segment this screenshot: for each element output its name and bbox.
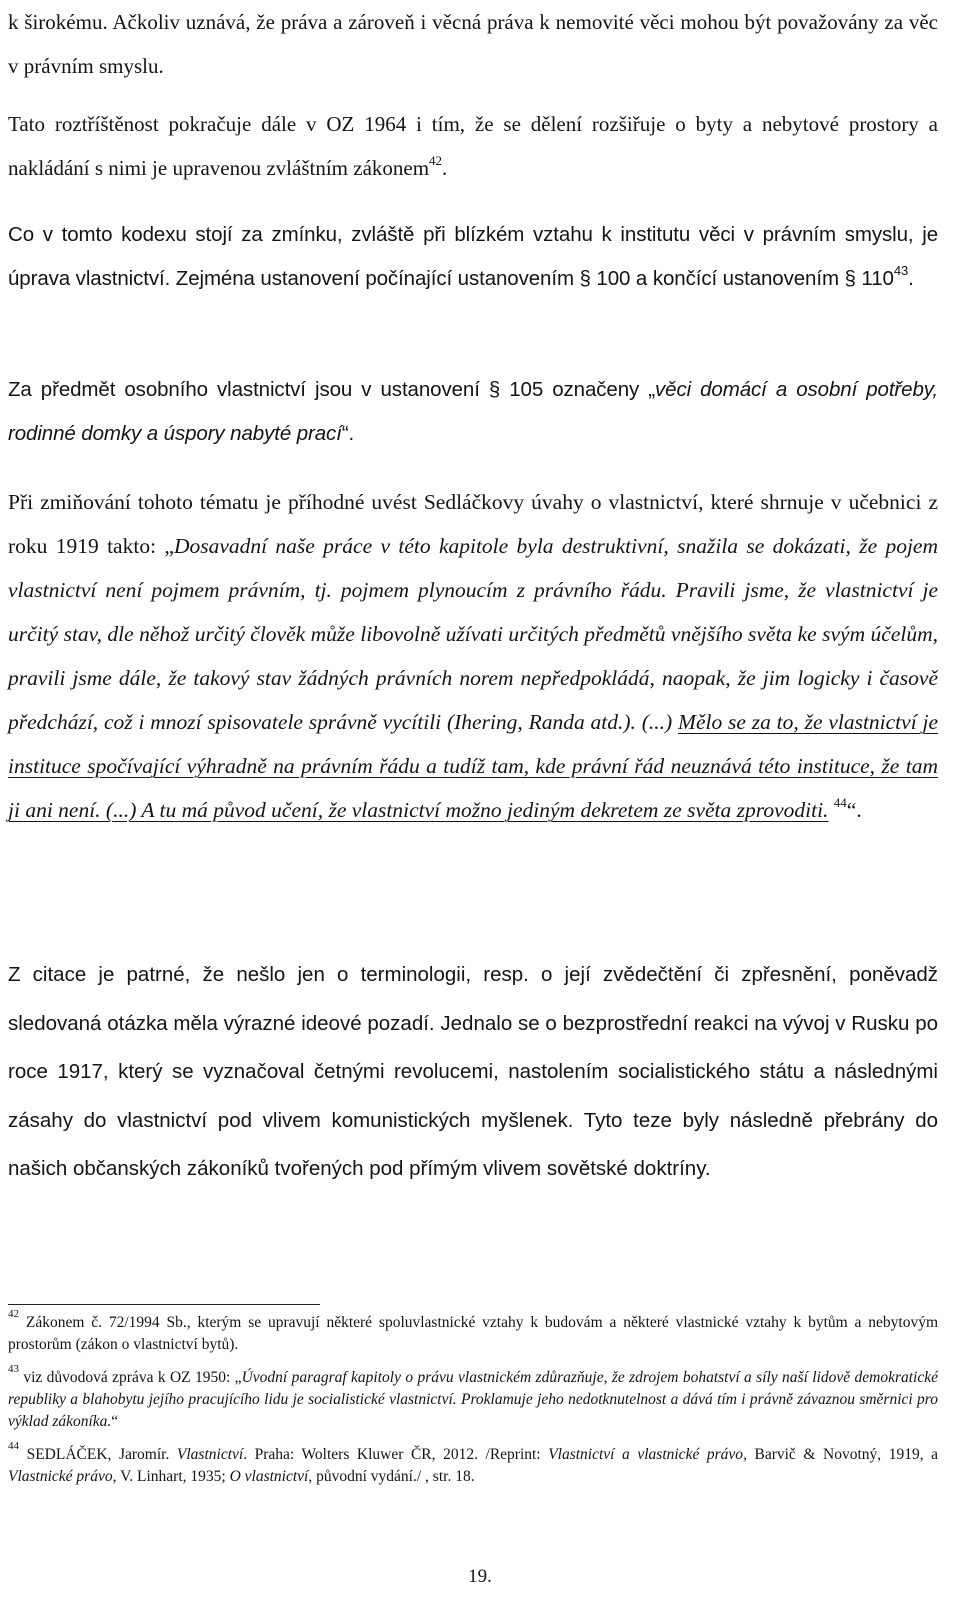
page-number: 19. [468,1566,492,1587]
paragraph-2 [8,102,938,190]
footnote-44-third-title: O vlastnictví [229,1468,309,1485]
footnote-43-end: “ [111,1413,119,1430]
footnote-separator [8,1304,320,1305]
paragraph-3-end: . [908,267,914,290]
footnote-42-text: Zákonem č. 72/1994 Sb., kterým se upravují některé spoluvlastnické vztahy k budovám a některé vlastnické vztahy k bytům a nebytovým prostorům (zákon o vlastnictví bytů). [8,1314,939,1353]
paragraph-4-text: Za předmět osobního vlastnictví jsou v ustanovení § 105 označeny „ [8,378,655,401]
footnote-43-quote: Úvodní paragraf kapitoly o právu vlastnickém zdůrazňuje, že zdrojem bohatství a síly naší lidově demokratické republiky a blahobytu jejího pracujícího lidu je socialistické vlastnictví. Proklamuje jeho nedotknutelnost a dává tím i právně závaznou směrnici pro výklad zákoníka. [8,1369,938,1430]
footnote-44-number: 44 [8,1439,19,1452]
footnote-43 [8,1362,938,1433]
paragraph-6 [8,951,938,1194]
footnote-44-publisher: . Praha: Wolters Kluwer ČR, 2012. /Reprint: [243,1446,549,1463]
footnote-43-lead: viz důvodová zpráva k OZ 1950: „ [23,1369,242,1386]
footnote-44-reprint-publisher: , Barvič & Novotný, 1919, a [743,1446,939,1463]
footnote-44 [8,1439,939,1488]
sedlacek-quote: Dosavadní naše práce v této kapitole byla destruktivní, snažila se dokázati, že pojem vlastnictví není pojmem právním, tj. pojmem plynoucím z právního řádu. Pravili jsme, že vlastnictví je určitý stav, dle něhož určitý člověk může libovolně užívati určitých předmětů vnějšího světa ke svým účelům, pravili jsme dále, že takový stav žádných právních norem nepředpokládá, naopak, že jim logicky i časově předchází, což i mnozí spisovatele správně vycítili (Ihering, Randa atd.). (...) [8,534,938,734]
footnote-43-number: 43 [8,1362,19,1375]
footnote-44-second-title: Vlastnické právo [8,1468,113,1485]
paragraph-5 [8,480,938,832]
paragraph-5-intro: Při zmiňování tohoto tématu je příhodné uvést Sedláčkovy úvahy o vlastnictví, které shrnuje v učebnici z roku 1919 takto: „ [8,490,938,558]
footnote-44-second-publisher: , V. Linhart, 1935; [112,1468,230,1485]
paragraph-2-text: Tato roztříštěnost pokračuje dále v OZ 1964 i tím, že se dělení rozšiřuje o byty a nebytové prostory a nakládání s nimi je upravenou zvláštním zákonem [8,112,938,180]
paragraph-6-text: Z citace je patrné, že nešlo jen o terminologii, resp. o její zvědečtění či zpřesnění, poněvadž sledovaná otázka měla výrazné ideové pozadí. Jednalo se o bezprostřední reakci na vývoj v Rusku po roce 1917, který se vyznačoval četnými revolucemi, nastolením socialistického státu a následnými zásahy do vlastnictví pod vlivem komunistických myšlenek. Tyto teze byly následně přebrány do našich občanských zákoníků tvořených pod přímým vlivem sovětské doktríny. [8,963,938,1180]
paragraph-4 [8,368,938,456]
footnote-44-author: SEDLÁČEK, Jaromír. [26,1446,177,1463]
paragraph-4-end: “. [341,422,355,445]
footnote-ref-42: 42 [429,153,443,168]
paragraph-1-text: k širokému. Ačkoliv uznává, že práva a zároveň i věcná práva k nemovité věci mohou být považovány za věc v právním smyslu. [8,10,938,78]
paragraph-4-quote: věci domácí a osobní potřeby, rodinné domky a úspory nabyté prací [8,378,938,445]
footnote-44-title: Vlastnictví [176,1446,244,1463]
paragraph-2-end: . [442,156,448,180]
footnote-42 [8,1307,939,1356]
footnote-44-reprint-title: Vlastnictví a vlastnické právo [548,1446,744,1463]
paragraph-3 [8,213,938,301]
sedlacek-quote-underlined: Mělo se za to, že vlastnictví je instituce spočívající výhradně na právním řádu a tudíž tam, kde právní řád neuznává této instituce, že tam ji ani není. (...) A tu má původ učení, že vlastnictví možno jediným dekretem ze světa zprovoditi. [8,710,939,822]
footnote-ref-44: 44 [833,794,847,810]
footnote-44-tail: , původní vydání./ , str. 18. [308,1468,475,1485]
paragraph-5-end: “. [846,798,862,822]
paragraph-3-text: Co v tomto kodexu stojí za zmínku, zvláště při blízkém vztahu k institutu věci v právním smyslu, je úprava vlastnictví. Zejména ustanovení počínající ustanovením § 100 a končící ustanovením § 110 [8,223,938,290]
footnote-ref-43: 43 [893,263,909,279]
paragraph-1 [8,0,938,88]
footnote-42-number: 42 [8,1307,19,1320]
